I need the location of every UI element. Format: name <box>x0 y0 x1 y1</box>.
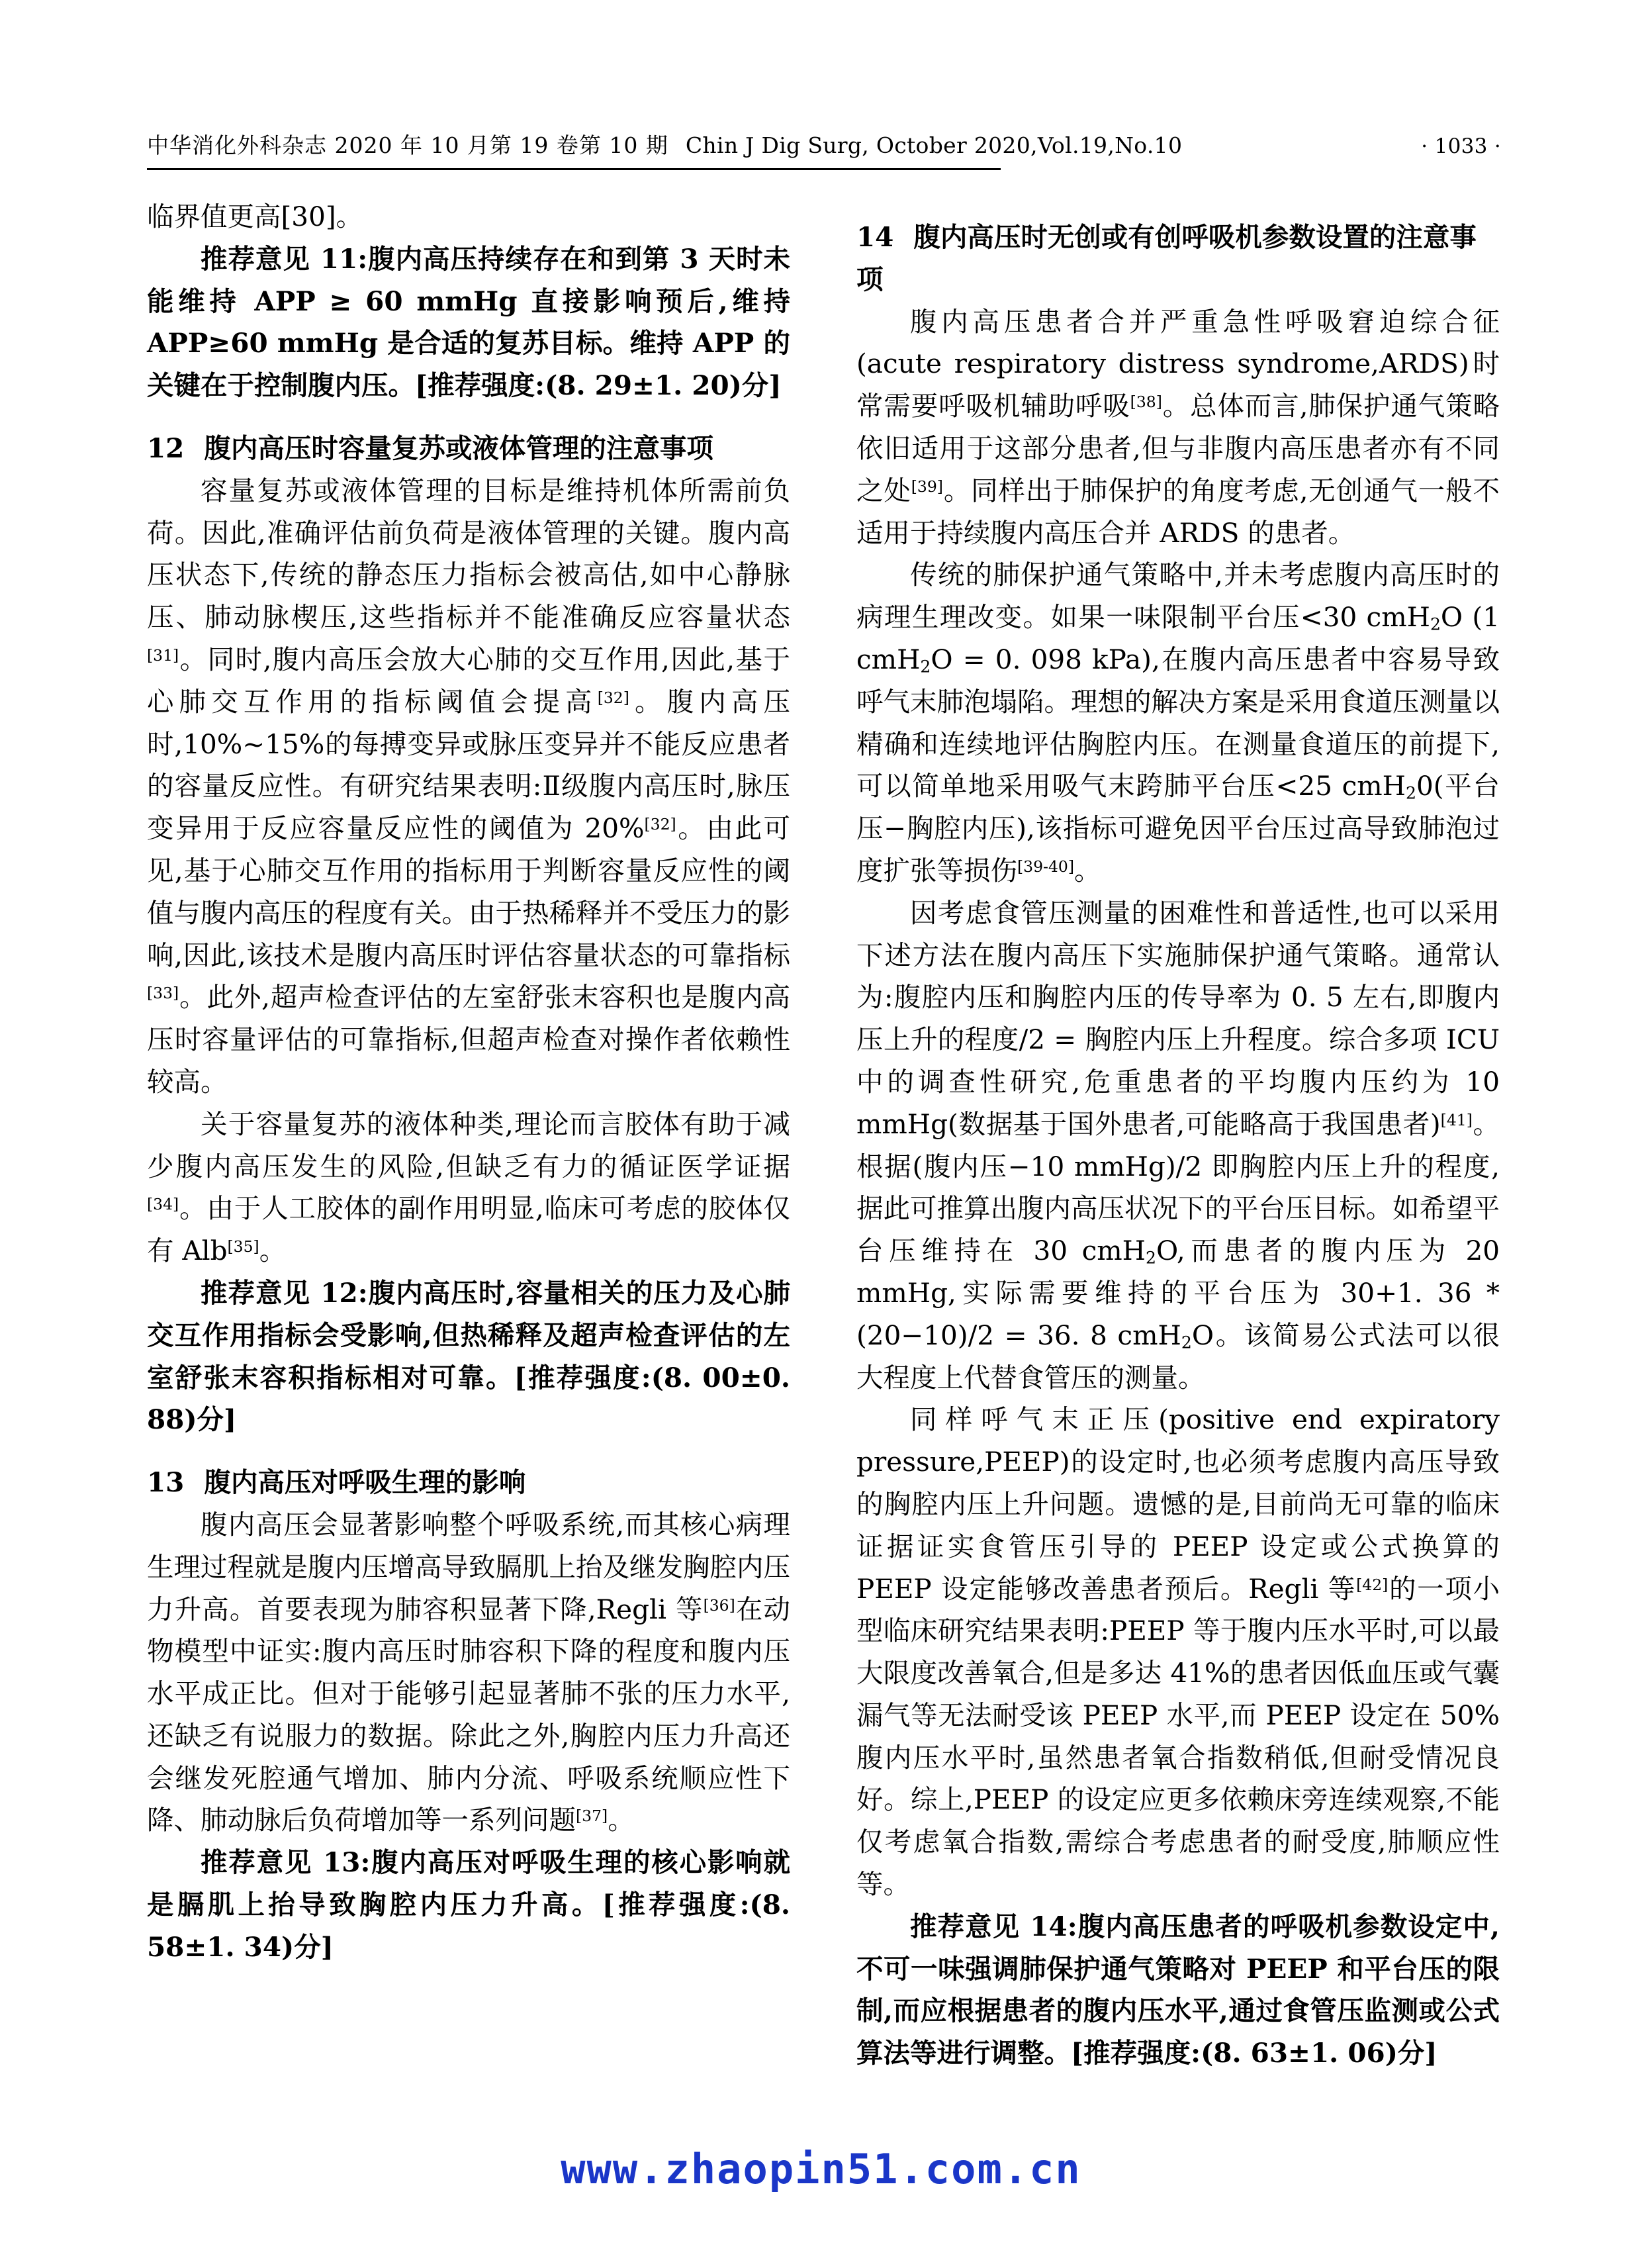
citation-36: [36] <box>703 1595 735 1615</box>
section-number-13: 13 <box>147 1466 185 1499</box>
running-head-journal <box>147 131 1182 160</box>
subscript-2-c: 2 <box>1405 783 1416 803</box>
subscript-2-b: 2 <box>920 657 931 677</box>
recommendation-14: 推荐意见 14:腹内高压患者的呼吸机参数设定中,不可一味强调肺保护通气策略对 PEEP 和平台压的限制,而应根据患者的腹内压水平,通过食管压监测或公式算法等进行调整。[推荐强度:(8. 63±1. 06)分] <box>856 1910 1500 2069</box>
subscript-2-d: 2 <box>1146 1248 1156 1268</box>
section-12-paragraph-1: 容量复苏或液体管理的目标是维持机体所需前负荷。因此,准确评估前负荷是液体管理的关键。腹内高压状态下,传统的静态压力指标会被高估,如中心静脉压、肺动脉楔压,这些指标并不能准确反应容量状态[31]。同时,腹内高压会放大心肺的交互作用,因此,基于心肺交互作用的指标阈值会提高[32]。腹内高压时,10%~15%的每搏变异或脉压变异并不能反应患者的容量反应性。有研究结果表明:Ⅱ级腹内高压时,脉压变异用于反应容量反应性的阈值为 20%[32]。由此可见,基于心肺交互作用的指标用于判断容量反应性的阈值与腹内高压的程度有关。由于热稀释并不受压力的影响,因此,该技术是腹内高压时评估容量状态的可靠指标[33]。此外,超声检查评估的左室舒张末容积也是腹内高压时容量评估的可靠指标,但超声检查对操作者依赖性较高。 <box>147 474 791 1098</box>
citation-33: [33] <box>147 984 179 1003</box>
citation-38: [38] <box>1130 392 1162 411</box>
subscript-2-e: 2 <box>1181 1333 1192 1352</box>
left-column <box>147 196 790 2075</box>
section-14-paragraph-4: 同样呼气末正压(positive end expiratory pressure,PEEP)的设定时,也必须考虑腹内高压导致的胸腔内压上升问题。遗憾的是,目前尚无可靠的临床证据证实食管压引导的 PEEP 设定或公式换算的 PEEP 设定能够改善患者预后。Regli 等[42]的一项小型临床研究结果表明:PEEP 等于腹内压水平时,可以最大限度改善氧合,但是多达 41%的患者因低血压或气囊漏气等无法耐受该 PEEP 水平,而 PEEP 设定在 50% 腹内压水平时,虽然患者氧合指数稍低,但耐受情况良好。综上,PEEP 的设定应更多依赖床旁连续观察,不能仅考虑氧合指数,需综合考虑患者的耐受度,肺顺应性等。 <box>856 1403 1500 1901</box>
section-heading-13 <box>147 1462 790 1504</box>
paragraph-carryover: 临界值更高[30]。 <box>147 201 363 232</box>
recommendation-12: 推荐意见 12:腹内高压时,容量相关的压力及心肺交互作用指标会受影响,但热稀释及超声检查评估的左室舒张末容积指标相对可靠。[推荐强度:(8. 00±0. 88)分] <box>147 1276 790 1436</box>
page-number: · 1033 · <box>1421 134 1501 158</box>
citation-32b: [32] <box>644 814 676 833</box>
citation-31: [31] <box>147 645 179 665</box>
running-head-rule <box>147 168 1001 170</box>
section-number-12: 12 <box>147 432 185 464</box>
running-head-journal-en: Chin J Dig Surg, October 2020,Vol.19,No.10 <box>685 132 1183 158</box>
citation-42: [42] <box>1356 1575 1389 1594</box>
section-14-paragraph-2: 传统的肺保护通气策略中,并未考虑腹内高压时的病理生理改变。如果一味限制平台压<30 cmH$_2$O (1 cmH$_2$O = 0. 098 kPa),在腹内高压患者中容易导致呼气末肺泡塌陷。理想的解决方案是采用食道压测量以精确和连续地评估胸腔内压。在测量食道压的前提下,可以简单地采用吸气末跨肺平台压<25 cmH$_2$0(平台压−胸腔内压),该指标可避免因平台压过高导致肺泡过度扩张等损伤[39-40]。 <box>856 559 1500 886</box>
citation-32a: [32] <box>597 688 629 707</box>
citation-34: [34] <box>147 1195 179 1214</box>
section-title-13: 腹内高压对呼吸生理的影响 <box>204 1466 526 1499</box>
citation-37: [37] <box>576 1807 608 1826</box>
citation-39: [39] <box>911 477 943 496</box>
section-title-12: 腹内高压时容量复苏或液体管理的注意事项 <box>204 432 713 464</box>
section-14-paragraph-1: 腹内高压患者合并严重急性呼吸窘迫综合征(acute respiratory distress syndrome,ARDS)时常需要呼吸机辅助呼吸[38]。总体而言,肺保护通气策略依旧适用于这部分患者,但与非腹内高压患者亦有不同之处[39]。同样出于肺保护的角度考虑,无创通气一般不适用于持续腹内高压合并 ARDS 的患者。 <box>856 305 1500 549</box>
section-13-paragraph-1: 腹内高压会显著影响整个呼吸系统,而其核心病理生理过程就是腹内压增高导致膈肌上抬及继发胸腔内压力升高。首要表现为肺容积显著下降,Regli 等[36]在动物模型中证实:腹内高压时肺容积下降的程度和腹内压水平成正比。但对于能够引起显著肺不张的压力水平,还缺乏有说服力的数据。除此之外,胸腔内压力升高还会继发死腔通气增加、肺内分流、呼吸系统顺应性下降、肺动脉后负荷增加等一系列问题[37]。 <box>147 1508 791 1836</box>
recommendation-11: 推荐意见 11:腹内高压持续存在和到第 3 天时未能维持 APP ≥ 60 mmHg 直接影响预后,维持 APP≥60 mmHg 是合适的复苏目标。维持 APP 的关键在于控制腹内压。[推荐强度:(8. 29±1. 20)分] <box>147 242 790 402</box>
running-head <box>147 131 1504 173</box>
section-title-14: 腹内高压时无创或有创呼吸机参数设置的注意事项 <box>856 221 1477 295</box>
citation-35: [35] <box>227 1237 259 1256</box>
section-14-paragraph-3: 因考虑食管压测量的困难性和普适性,也可以采用下述方法在腹内高压下实施肺保护通气策略。通常认为:腹腔内压和胸腔内压的传导率为 0. 5 左右,即腹内压上升的程度/2 = 胸腔内压上升程度。综合多项 ICU 中的调查性研究,危重患者的平均腹内压约为 10 mmHg(数据基于国外患者,可能略高于我国患者)[41]。根据(腹内压−10 mmHg)/2 即胸腔内压上升的程度,据此可推算出腹内高压状况下的平台压目标。如希望平台压维持在 30 cmH$_2$O,而患者的腹内压为 20 mmHg,实际需要维持的平台压为 30+1. 36 * (20−10)/2 = 36. 8 cmH$_2$O。该简易公式法可以很大程度上代替食管压的测量。 <box>856 896 1500 1394</box>
section-heading-12 <box>147 428 790 470</box>
recommendation-13: 推荐意见 13:腹内高压对呼吸生理的核心影响就是膈肌上抬导致胸腔内压力升高。[推荐强度:(8. 58±1. 34)分] <box>147 1846 790 1963</box>
running-head-journal-cn: 中华消化外科杂志 2020 年 10 月第 19 卷第 10 期 <box>147 132 668 158</box>
right-column <box>856 196 1500 2075</box>
citation-39-40: [39-40] <box>1017 857 1075 876</box>
citation-41: [41] <box>1440 1110 1473 1129</box>
subscript-2-a: 2 <box>1430 614 1441 634</box>
watermark-url: www.zhaopin51.com.cn <box>561 2145 1081 2193</box>
section-heading-14 <box>856 216 1500 301</box>
section-number-14: 14 <box>856 221 894 253</box>
section-12-paragraph-2: 关于容量复苏的液体种类,理论而言胶体有助于减少腹内高压发生的风险,但缺乏有力的循证医学证据[34]。由于人工胶体的副作用明显,临床可考虑的胶体仅有 Alb[35]。 <box>147 1108 790 1267</box>
body-columns <box>147 196 1500 2075</box>
